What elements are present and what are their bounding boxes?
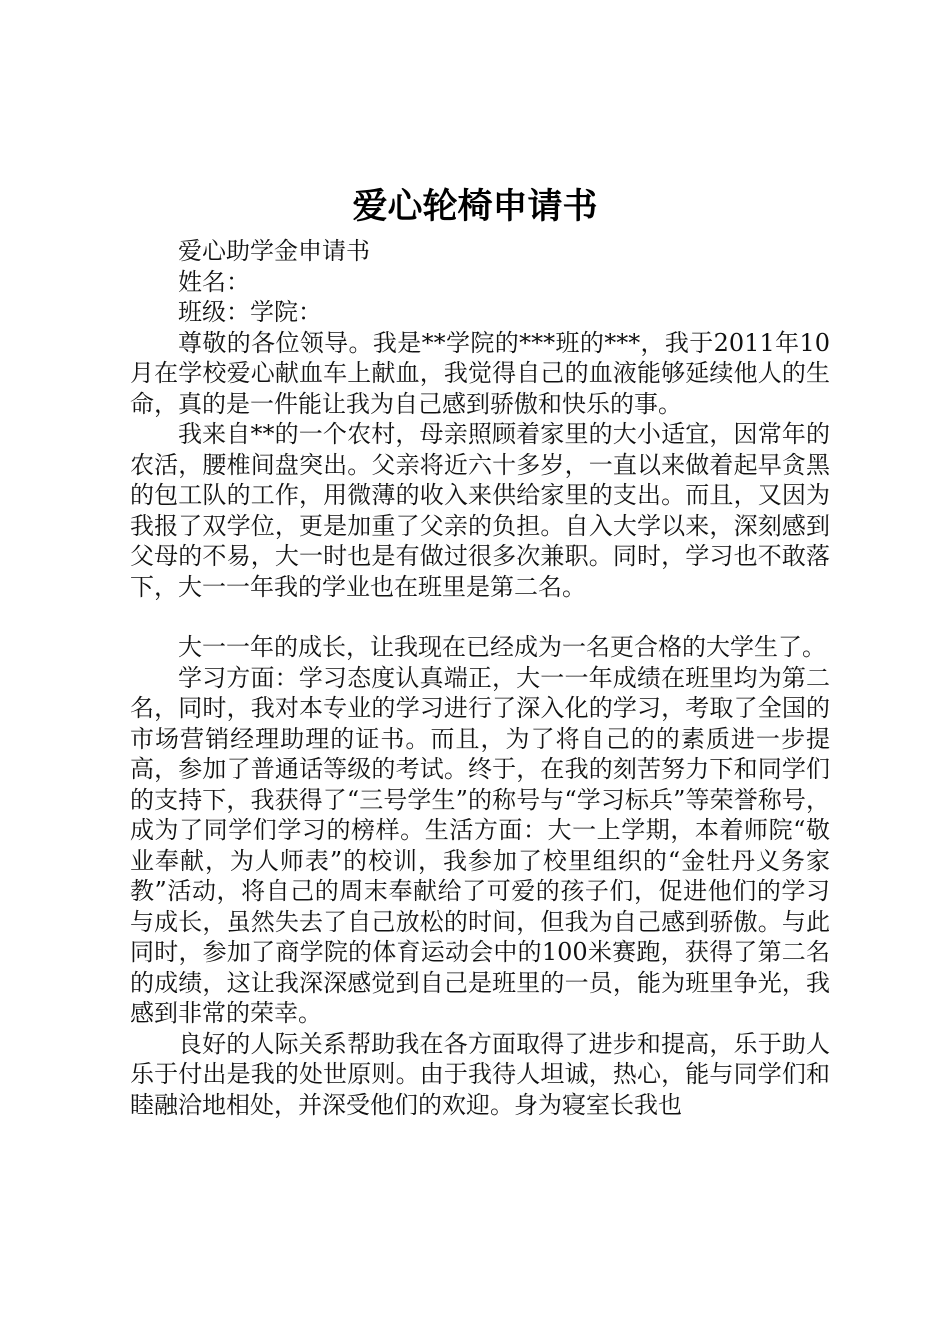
paragraph-study: 学习方面：学习态度认真端正，大一一年成绩在班里均为第二名，同时，我对本专业的学习进行了深入化的学习，考取了全国的市场营销经理助理的证书。而且，为了将自己的的素质进一步提高，参加了普通话等级的考试。终于，在我的刻苦努力下和同学们的支持下，我获得了“三号学生”的称号与“学习标兵”等荣誉称号，成为了同学们学习的榜样。生活方面：大一上学期，本着师院“敬业奉献，为人师表”的校训，我参加了校里组织的“金牡丹义务家教”活动，将自己的周末奉献给了可爱的孩子们，促进他们的学习与成长，虽然失去了自己放松的时间，但我为自己感到骄傲。与此同时，参加了商学院的体育运动会中的100米赛跑，获得了第二名的成绩，这让我深深感觉到自己是班里的一员，能为班里争光，我感到非常的荣幸。 bbox=[130, 663, 830, 1027]
paragraph-heading: 爱心助学金申请书 bbox=[178, 237, 370, 265]
document-title: 爱心轮椅申请书 bbox=[352, 187, 598, 227]
paragraph-relations: 良好的人际关系帮助我在各方面取得了进步和提高，乐于助人乐于付出是我的处世原则。由于我待人坦诚，热心，能与同学们和睦融洽地相处，并深受他们的欢迎。身为寝室长我也 bbox=[130, 1029, 830, 1119]
paragraph-growth: 大一一年的成长，让我现在已经成为一名更合格的大学生了。 bbox=[178, 633, 826, 661]
paragraph-name-field: 姓名： bbox=[178, 267, 250, 296]
paragraph-class-field: 班级：学院： bbox=[178, 298, 322, 326]
document-body bbox=[130, 236, 830, 1120]
paragraph-salutation: 尊敬的各位领导。我是**学院的***班的***，我于2011年10月在学校爱心献血车上献血，我觉得自己的血液能够延续他人的生命，真的是一件能让我为自己感到骄傲和快乐的事。 bbox=[130, 328, 830, 418]
paragraph-family: 我来自**的一个农村，母亲照顾着家里的大小适宜，因常年的农活，腰椎间盘突出。父亲将近六十多岁，一直以来做着起早贪黑的包工队的工作，用微薄的收入来供给家里的支出。而且，又因为我报了双学位，更是加重了父亲的负担。自入大学以来，深刻感到父母的不易，大一时也是有做过很多次兼职。同时，学习也不敢落下，大一一年我的学业也在班里是第二名。 bbox=[130, 420, 830, 601]
